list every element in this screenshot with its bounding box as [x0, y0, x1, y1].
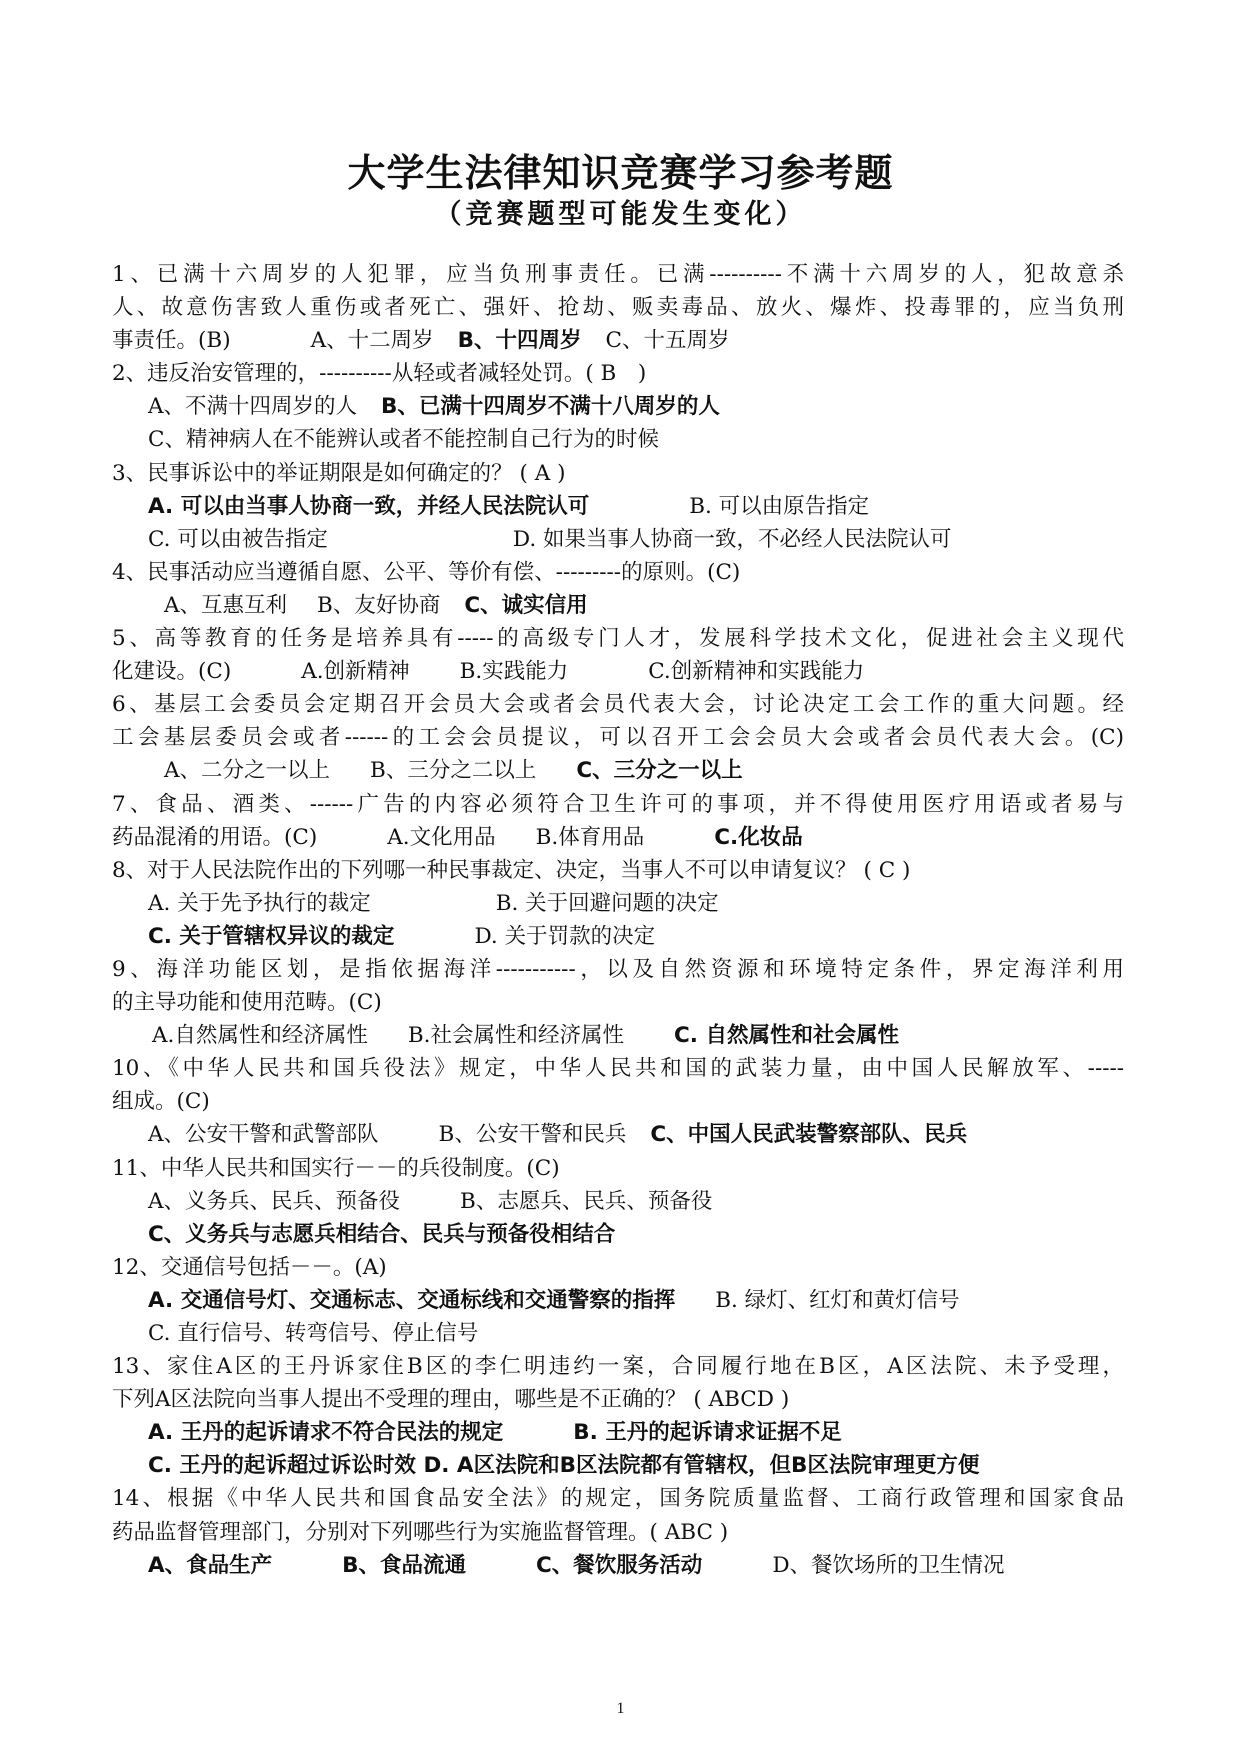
q4-options-row: [112, 589, 1124, 622]
q1-option-b: B、十四周岁: [457, 328, 582, 354]
q12-option-b: B. 绿灯、红灯和黄灯信号: [715, 1287, 960, 1313]
q9-options-row: [112, 1019, 1124, 1052]
q3-option-c: C. 可以由被告指定: [148, 526, 328, 552]
q4-line-1: 4、民事活动应当遵循自愿、公平、等价有偿、---------的原则。(C): [112, 559, 741, 585]
q10-option-b: B、公安干警和民兵: [438, 1122, 627, 1148]
q7-option-c: C.化妆品: [714, 824, 803, 850]
q2-option-c: C、精神病人在不能辨认或者不能控制自己行为的时候: [148, 427, 659, 453]
q8-option-c: C. 关于管辖权异议的裁定: [148, 923, 395, 949]
q1-stem: 事责任。(B): [112, 328, 231, 354]
q5-option-c: C.创新精神和实践能力: [648, 659, 865, 685]
q14-options-row: [112, 1549, 1124, 1582]
q3-option-b: B. 可以由原告指定: [689, 493, 870, 519]
q11-option-c: C、义务兵与志愿兵相结合、民兵与预备役相结合: [148, 1221, 616, 1247]
q7-option-b: B.体育用品: [535, 824, 645, 850]
q13-options-row-1: [112, 1416, 1124, 1449]
q14-option-b: B、食品流通: [342, 1552, 467, 1578]
q2-options-row-1: [112, 390, 1124, 423]
q8-options-row-1: [112, 887, 1124, 920]
q12-options-row-1: [112, 1284, 1124, 1317]
q1-line-3: [112, 324, 1124, 357]
q13-line-1: 13、家住A区的王丹诉家住B区的李仁明违约一案，合同履行地在B区，A区法院、未予受理，: [112, 1354, 1124, 1380]
q13-options-row-2: [112, 1449, 1124, 1482]
q5-line-2: [112, 655, 1124, 688]
page-number: 1: [616, 1700, 625, 1717]
q4-option-c: C、诚实信用: [464, 592, 588, 618]
q13-option-d: D. A区法院和B区法院都有管辖权，但B区法院审理更方便: [423, 1453, 980, 1479]
q7-stem: 药品混淆的用语。(C): [112, 824, 318, 850]
q3-line-1: 3、民事诉讼中的举证期限是如何确定的？ ( A ): [112, 460, 566, 486]
q14-line-2: 药品监督管理部门，分别对下列哪些行为实施监督管理。( ABC ): [112, 1519, 729, 1545]
q4-option-b: B、友好协商: [317, 592, 441, 618]
q12-option-a: A. 交通信号灯、交通标志、交通标线和交通警察的指挥: [148, 1287, 676, 1313]
q6-option-b: B、三分之二以上: [370, 758, 537, 784]
q9-option-c: C. 自然属性和社会属性: [674, 1023, 899, 1049]
q1-line-2: 人、故意伤害致人重伤或者死亡、强奸、抢劫、贩卖毒品、放火、爆炸、投毒罪的，应当负刑: [112, 295, 1124, 321]
q3-options-row-2: [112, 523, 1124, 556]
q12-line-1: 12、交通信号包括－－。(A): [112, 1254, 387, 1280]
q14-option-d: D、餐饮场所的卫生情况: [772, 1552, 1005, 1578]
q1-option-a: A、十二周岁: [310, 328, 434, 354]
q10-line-1: 10、《中华人民共和国兵役法》规定，中华人民共和国的武装力量，由中国人民解放军、-----: [112, 1056, 1124, 1082]
q8-option-a: A. 关于先予执行的裁定: [148, 890, 371, 916]
q10-option-c: C、中国人民武装警察部队、民兵: [650, 1122, 968, 1148]
q7-option-a: A.文化用品: [387, 824, 496, 850]
q4-option-a: A、互惠互利: [164, 592, 288, 618]
q13-line-2: 下列A区法院向当事人提出不受理的理由，哪些是不正确的？ ( ABCD ): [112, 1387, 790, 1413]
q2-option-b: B、已满十四周岁不满十八周岁的人: [381, 394, 720, 420]
q1-option-c: C、十五周岁: [605, 328, 730, 354]
q1-line-1: 1、已满十六周岁的人犯罪，应当负刑事责任。已满----------不满十六周岁的人，犯故意杀: [112, 262, 1124, 287]
q9-line-2: 的主导功能和使用范畴。(C): [112, 990, 382, 1016]
q2-line-1: 2、违反治安管理的，----------从轻或者减轻处罚。( B ): [112, 361, 647, 387]
q11-option-b: B、志愿兵、民兵、预备役: [460, 1188, 713, 1214]
q13-option-c: C. 王丹的起诉超过诉讼时效: [148, 1453, 416, 1479]
q8-option-b: B. 关于回避问题的决定: [495, 890, 719, 916]
q7-line-1: 7、食品、酒类、------广告的内容必须符合卫生许可的事项，并不得使用医疗用语或者易与: [112, 791, 1124, 817]
q14-option-a: A、食品生产: [148, 1552, 273, 1578]
q9-option-b: B.社会属性和经济属性: [407, 1023, 625, 1049]
q2-option-a: A、不满十四周岁的人: [148, 394, 358, 420]
q7-line-2: [112, 821, 1124, 854]
question-list: [112, 258, 1124, 1582]
q10-options-row: [112, 1118, 1124, 1151]
q3-options-row-1: [112, 490, 1124, 523]
q11-option-a: A、义务兵、民兵、预备役: [148, 1188, 401, 1214]
q5-option-b: B.实践能力: [459, 659, 569, 685]
q14-line-1: 14、根据《中华人民共和国食品安全法》的规定，国务院质量监督、工商行政管理和国家食品: [112, 1486, 1124, 1512]
q10-line-2: 组成。(C): [112, 1089, 210, 1115]
q6-options-row: [112, 754, 1124, 787]
q6-option-a: A、二分之一以上: [164, 758, 331, 784]
q8-option-d: D. 关于罚款的决定: [474, 923, 656, 949]
q14-option-c: C、餐饮服务活动: [536, 1552, 703, 1578]
q5-line-1: 5、高等教育的任务是培养具有-----的高级专门人才，发展科学技术文化，促进社会主义现代: [112, 626, 1124, 652]
page-subtitle: （竞赛题型可能发生变化）: [434, 199, 807, 230]
q6-line-2: 工会基层委员会或者------的工会会员提议，可以召开工会会员大会或者会员代表大会。(C): [112, 725, 1124, 751]
q11-line-1: 11、中华人民共和国实行－－的兵役制度。(C): [112, 1155, 560, 1181]
q13-option-a: A. 王丹的起诉请求不符合民法的规定: [148, 1420, 504, 1446]
q3-option-d: D. 如果当事人协商一致，不必经人民法院认可: [512, 526, 952, 552]
q5-option-a: A.创新精神: [301, 659, 410, 685]
q6-option-c: C、三分之一以上: [576, 758, 743, 784]
q3-option-a: A. 可以由当事人协商一致，并经人民法院认可: [148, 493, 590, 519]
q8-line-1: 8、对于人民法院作出的下列哪一种民事裁定、决定，当事人不可以申请复议？ ( C ): [112, 857, 911, 883]
q10-option-a: A、公安干警和武警部队: [148, 1122, 379, 1148]
q11-options-row-1: [112, 1185, 1124, 1218]
q5-stem: 化建设。(C): [112, 659, 232, 685]
q9-option-a: A.自然属性和经济属性: [152, 1023, 368, 1049]
q13-option-b: B. 王丹的起诉请求证据不足: [573, 1420, 842, 1446]
q11-options-row-2: [112, 1218, 1124, 1251]
q8-options-row-2: [112, 920, 1124, 953]
page-title: 大学生法律知识竞赛学习参考题: [347, 151, 894, 195]
q12-option-c: C. 直行信号、转弯信号、停止信号: [148, 1321, 479, 1346]
q9-line-1: 9、海洋功能区划，是指依据海洋-----------，以及自然资源和环境特定条件，界定海洋利用: [112, 956, 1124, 982]
q6-line-1: 6、基层工会委员会定期召开会员大会或者会员代表大会，讨论决定工会工作的重大问题。经: [112, 692, 1124, 718]
